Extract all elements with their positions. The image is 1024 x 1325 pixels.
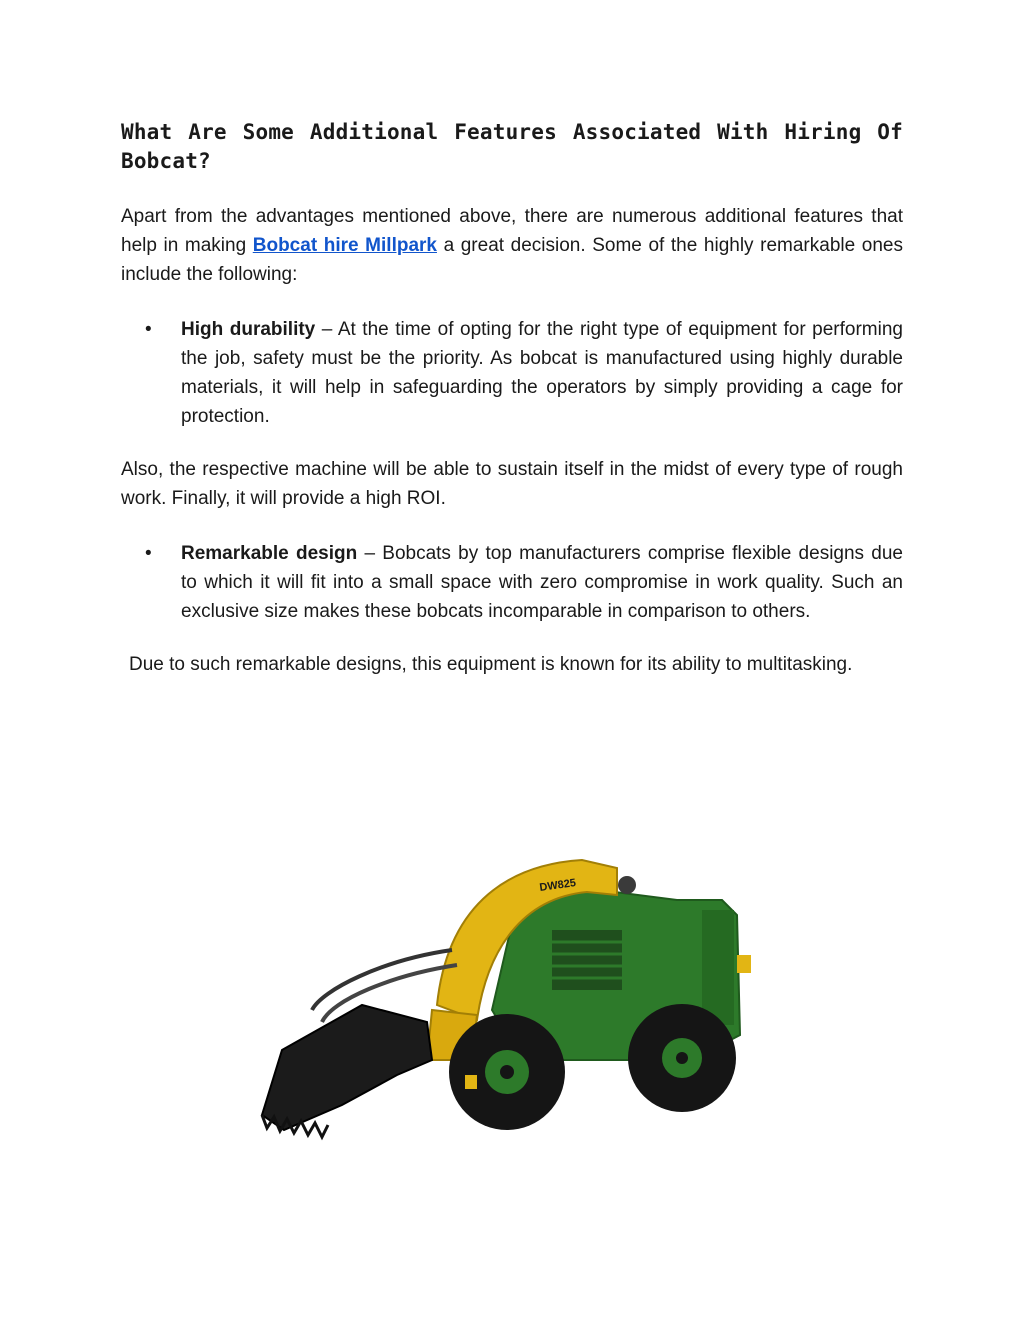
rear-panel [702, 910, 734, 1025]
feature-text: – At the time of opting for the right type of equipment for performing the job, safety must be the priority. As bobcat is manufactured using highly durable materials, it will help in safeguarding the operators by simply providing a cage for protection. [181, 319, 903, 427]
bullet-icon: • [145, 543, 152, 564]
paragraph-roi: Also, the respective machine will be able to sustain itself in the midst of every type of rough work. Finally, it will provide a high ROI. [121, 459, 903, 509]
engine-grille [552, 930, 622, 990]
bobcat-hire-link[interactable]: Bobcat hire Millpark [252, 235, 437, 256]
warning-sticker [465, 1075, 477, 1089]
feature-text: – Bobcats by top manufacturers comprise flexible designs due to which it will fit into a small space with zero compromise in work quality. Such an exclusive size makes these bobcats incomparable in comparison to others. [181, 543, 903, 622]
feature-title: High durability [181, 319, 316, 340]
intro-text-after: a great decision. Some of the highly remarkable ones include the following: [121, 235, 903, 285]
paragraph-multitasking: Due to such remarkable designs, this equipment is known for its ability to multitasking. [129, 654, 853, 675]
hydraulic-hose [312, 950, 452, 1010]
page-title: What Are Some Additional Features Associated With Hiring Of Bobcat? [121, 120, 903, 173]
list-item [145, 539, 903, 626]
warning-sticker [737, 955, 751, 973]
feature-title: Remarkable design [181, 543, 358, 564]
rear-wheel [628, 1004, 736, 1112]
intro-paragraph [121, 202, 903, 289]
headlight [618, 876, 636, 894]
feature-list-1 [121, 315, 903, 431]
bullet-icon: • [145, 319, 152, 340]
feature-list-2 [121, 539, 903, 626]
loader-bucket [262, 1005, 432, 1130]
article [121, 118, 903, 679]
model-label: DW825 [538, 876, 577, 894]
mini-loader-image [222, 760, 782, 1180]
front-wheel [449, 1014, 565, 1130]
list-item [145, 315, 903, 431]
intro-text-before: Apart from the advantages mentioned above, there are numerous additional features that help in making [121, 206, 903, 256]
